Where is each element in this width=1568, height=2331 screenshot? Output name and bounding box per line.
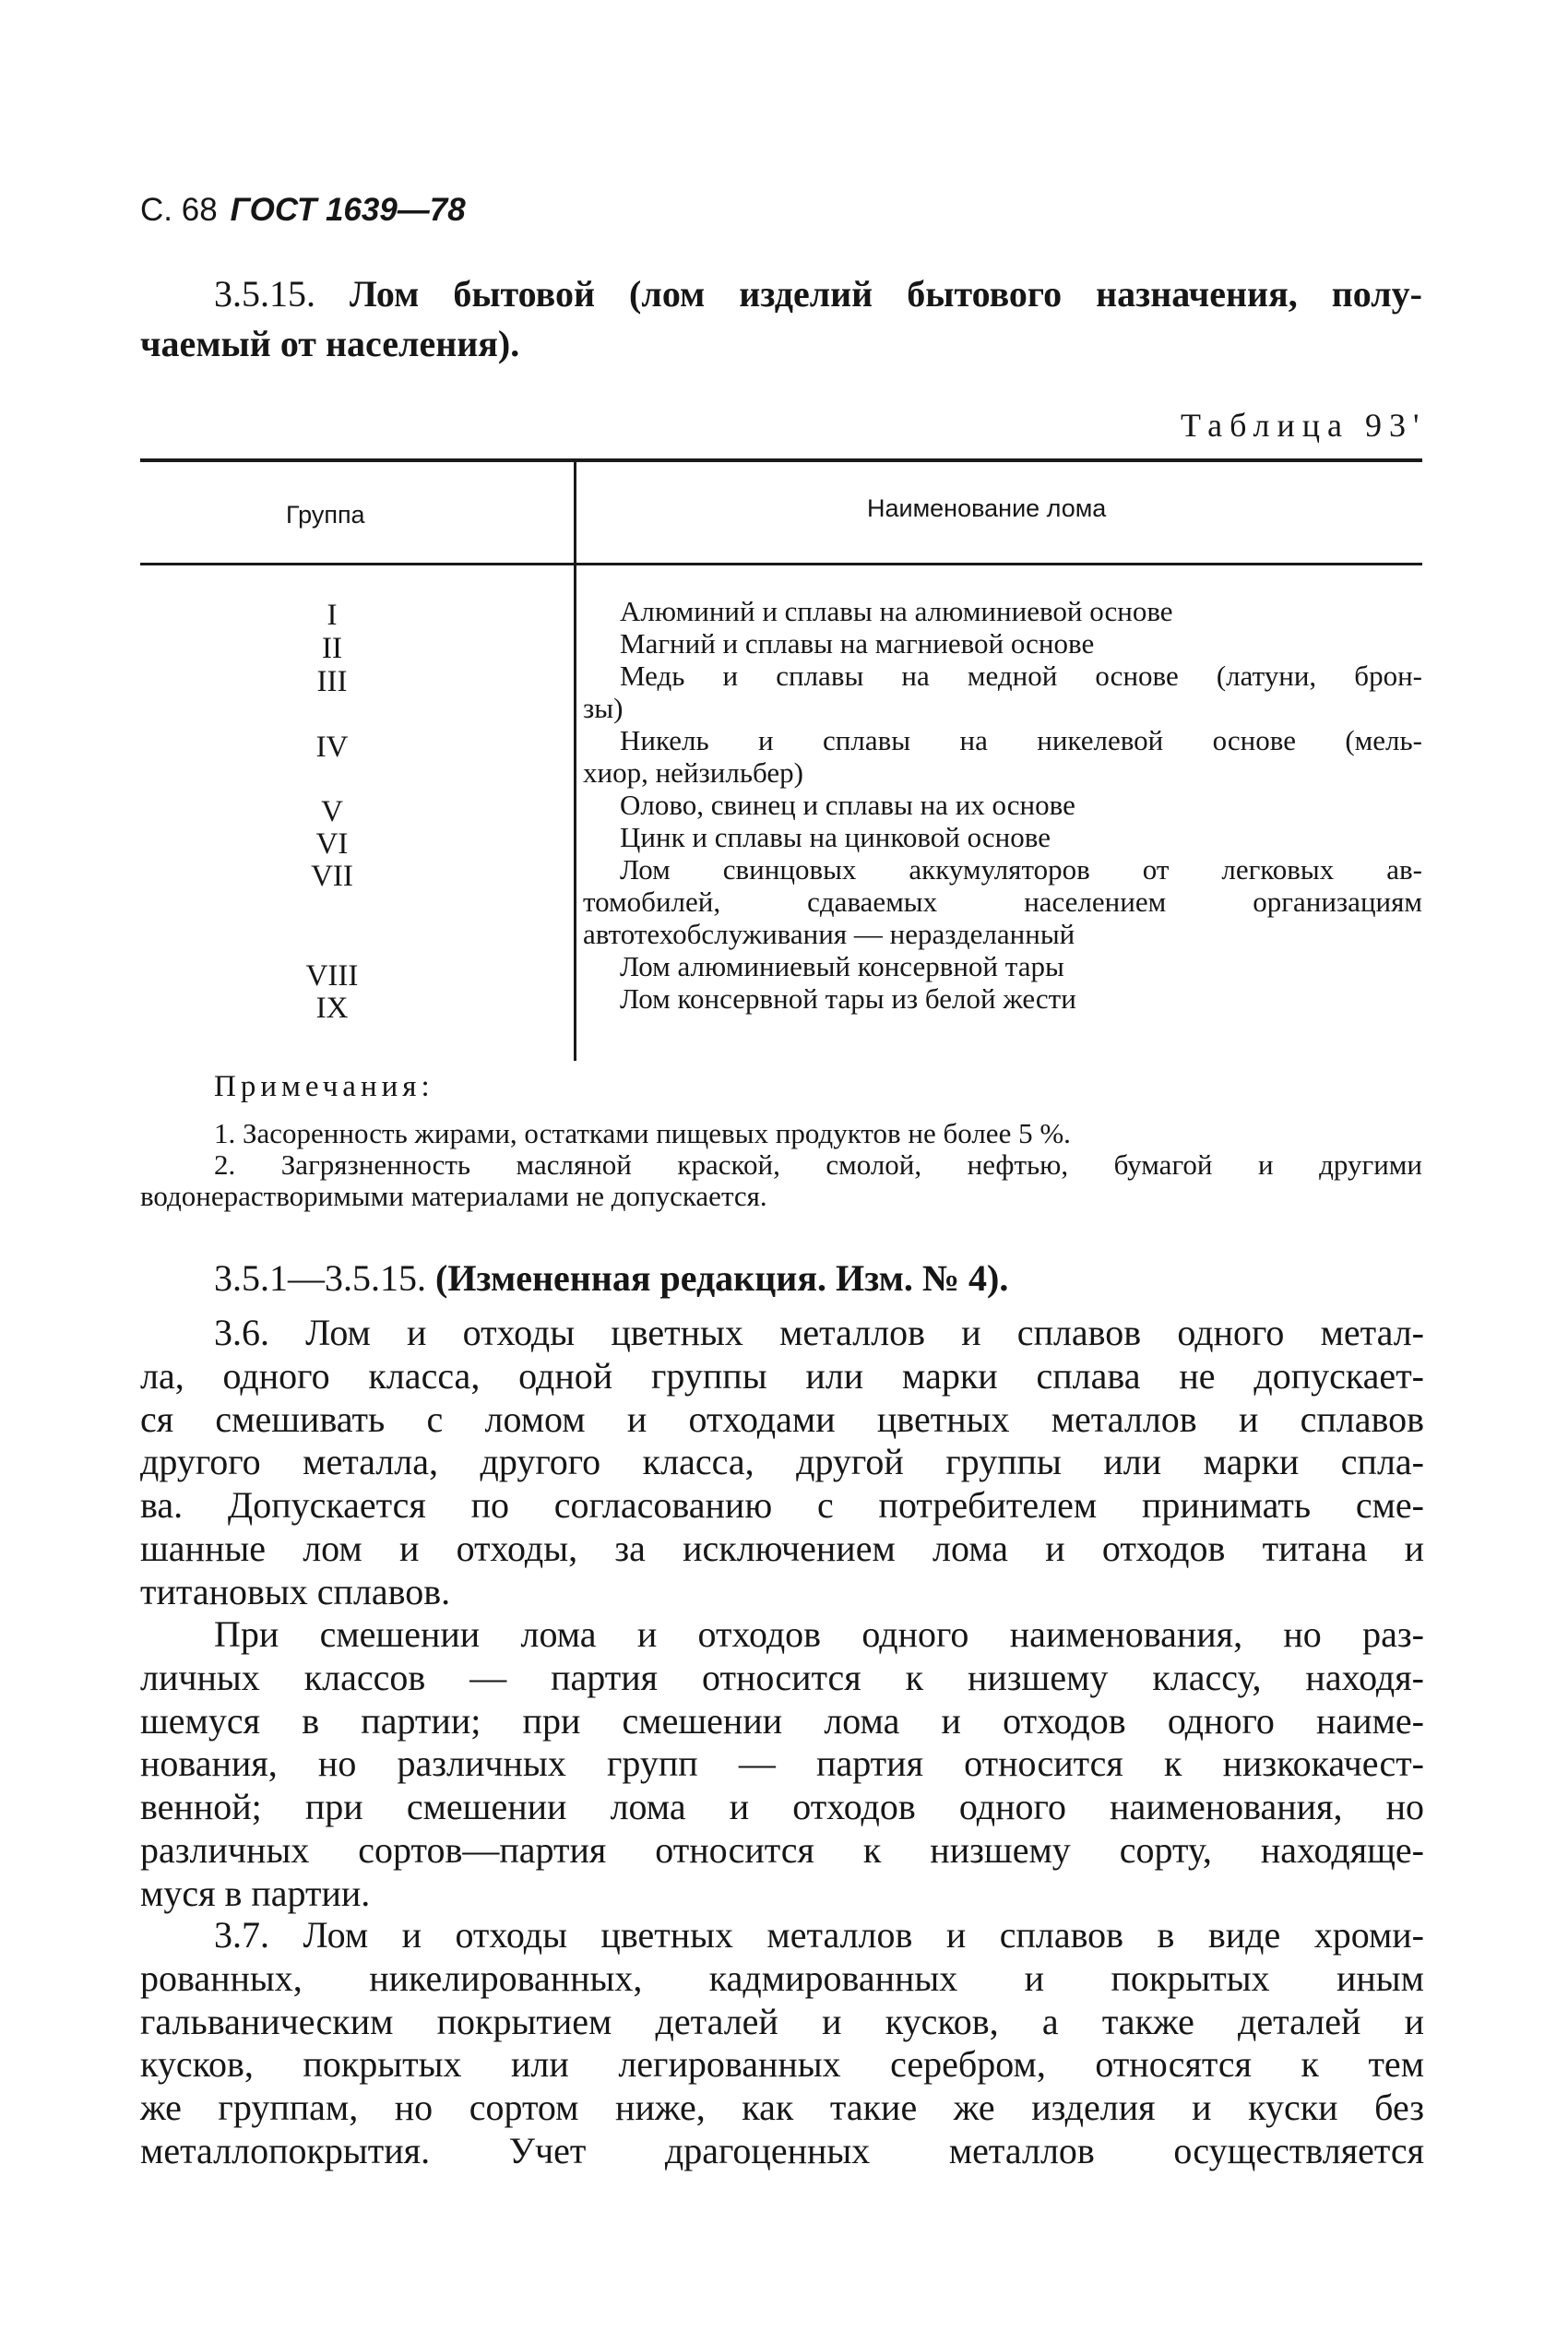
row-group-ix: IX bbox=[315, 992, 349, 1025]
note-2 bbox=[140, 1149, 1422, 1212]
paragraph-line: рованных, никелированных, кадмированных и покрытых иным bbox=[140, 1956, 1424, 1999]
note-2-line-1: 2. Загрязненность масляной краской, смолой, нефтью, бумагой и другими bbox=[214, 1148, 1422, 1181]
row-name-viii bbox=[583, 950, 1422, 982]
paragraph-line: муся в партии. bbox=[140, 1872, 371, 1914]
table-top-rule bbox=[140, 458, 1422, 462]
row-name-line: Алюминий и сплавы на алюминиевой основе bbox=[620, 595, 1173, 627]
paragraph-line: личных классов — партия относится к низшему классу, находя- bbox=[140, 1656, 1424, 1698]
paragraph-line: При смешении лома и отходов одного наименования, но раз- bbox=[214, 1613, 1424, 1655]
paragraph-3-7 bbox=[140, 1914, 1424, 2173]
paragraph-line: гальваническим покрытием деталей и кусков, а также деталей и bbox=[140, 2000, 1424, 2042]
amendment-text: (Измененная редакция. Изм. № 4). bbox=[435, 1257, 1009, 1299]
row-name-ix bbox=[583, 982, 1422, 1015]
paragraph-line: 3.6. Лом и отходы цветных металлов и сплавов одного метал- bbox=[214, 1312, 1424, 1353]
row-group-i: I bbox=[327, 599, 338, 632]
row-name-iii bbox=[583, 660, 1422, 724]
amendment-note bbox=[214, 1256, 1008, 1300]
note-1-text: 1. Засоренность жирами, остатками пищевых продуктов не более 5 %. bbox=[214, 1117, 1071, 1149]
row-name-line: Магний и сплавы на магниевой основе bbox=[620, 627, 1095, 660]
row-group-v: V bbox=[321, 795, 343, 828]
row-group-iv: IV bbox=[315, 731, 349, 764]
row-name-line: Цинк и сплавы на цинковой основе bbox=[620, 821, 1051, 853]
row-group-viii: VIII bbox=[305, 959, 359, 993]
row-name-line: Олово, свинец и сплавы на их основе bbox=[620, 789, 1075, 821]
row-name-line: зы) bbox=[583, 692, 624, 724]
column-header-group: Группа bbox=[286, 501, 365, 529]
row-group-ii: II bbox=[322, 632, 342, 665]
paragraph-line: другого металла, другого класса, другой группы или марки спла- bbox=[140, 1441, 1424, 1483]
table-label: Таблица 93' bbox=[1181, 407, 1427, 444]
row-group-vii: VII bbox=[311, 860, 353, 893]
paragraph-3-6 bbox=[140, 1312, 1424, 1614]
notes-title: Примечания: bbox=[214, 1070, 434, 1103]
paragraph-line: 3.7. Лом и отходы цветных металлов и сплавов в виде хроми- bbox=[214, 1914, 1424, 1956]
row-group-vi: VI bbox=[315, 827, 349, 861]
paragraph-line: ва. Допускается по согласованию с потребителем принимать сме- bbox=[140, 1484, 1424, 1527]
table-column-divider bbox=[574, 461, 576, 1061]
page-number: С. 68 bbox=[140, 192, 218, 228]
row-name-line: Лом свинцовых аккумуляторов от легковых ав- bbox=[620, 853, 1422, 886]
row-name-iv bbox=[583, 724, 1422, 789]
row-name-i bbox=[583, 595, 1422, 627]
paragraph-line: же группам, но сортом ниже, как такие же изделия и куски без bbox=[140, 2087, 1424, 2129]
section-title-text-1: Лом бытовой (лом изделий бытового назначения, полу- bbox=[350, 273, 1423, 315]
row-name-v bbox=[583, 789, 1422, 821]
paragraph-line: нования, но различных групп — партия относится к низкокачест- bbox=[140, 1742, 1424, 1785]
amendment-ref: 3.5.1—3.5.15. bbox=[214, 1257, 426, 1299]
row-name-line: томобилей, сдаваемых населением организациям bbox=[583, 886, 1422, 918]
row-name-ii bbox=[583, 627, 1422, 660]
paragraph-line: ся смешивать с ломом и отходами цветных металлов и сплавов bbox=[140, 1397, 1424, 1440]
note-1 bbox=[140, 1118, 1422, 1149]
paragraph-mixing bbox=[140, 1613, 1424, 1916]
row-name-line: Никель и сплавы на никелевой основе (мель- bbox=[620, 724, 1422, 756]
section-title-line-2: чаемый от населения). bbox=[140, 323, 520, 364]
row-name-line: Медь и сплавы на медной основе (латуни, брон- bbox=[620, 660, 1422, 692]
section-title-line-1 bbox=[140, 269, 1422, 319]
row-name-line: автотехобслуживания — неразделанный bbox=[583, 918, 1075, 950]
paragraph-line: шанные лом и отходы, за исключением лома и отходов титана и bbox=[140, 1527, 1424, 1569]
paragraph-line: различных сортов—партия относится к низшему сорту, находяще- bbox=[140, 1828, 1424, 1871]
table-header-rule bbox=[140, 563, 1422, 565]
paragraph-line: ла, одного класса, одной группы или марки сплава не допускает- bbox=[140, 1354, 1424, 1397]
row-name-line: Лом консервной тары из белой жести bbox=[620, 982, 1076, 1015]
row-name-line: Лом алюминиевый консервной тары bbox=[620, 950, 1064, 982]
paragraph-line: кусков, покрытых или легированных серебром, относятся к тем bbox=[140, 2043, 1424, 2086]
row-name-line: хиор, нейзильбер) bbox=[583, 756, 803, 789]
section-number: 3.5.15. bbox=[214, 273, 315, 315]
paragraph-line: венной; при смешении лома и отходов одного наименования, но bbox=[140, 1786, 1424, 1828]
page-header bbox=[140, 192, 466, 229]
row-name-vii bbox=[583, 853, 1422, 950]
paragraph-line: металлопокрытия. Учет драгоценных металлов осуществляется bbox=[140, 2129, 1424, 2171]
column-header-name: Наименование лома bbox=[867, 494, 1107, 522]
note-2-line-2: водонерастворимыми материалами не допускается. bbox=[140, 1180, 767, 1212]
paragraph-line: шемуся в партии; при смешении лома и отходов одного наиме- bbox=[140, 1699, 1424, 1742]
row-name-vi bbox=[583, 821, 1422, 853]
paragraph-line: титановых сплавов. bbox=[140, 1570, 451, 1612]
gost-code: ГОСТ 1639—78 bbox=[230, 192, 466, 228]
section-title bbox=[140, 269, 1422, 369]
row-group-iii: III bbox=[316, 665, 348, 698]
